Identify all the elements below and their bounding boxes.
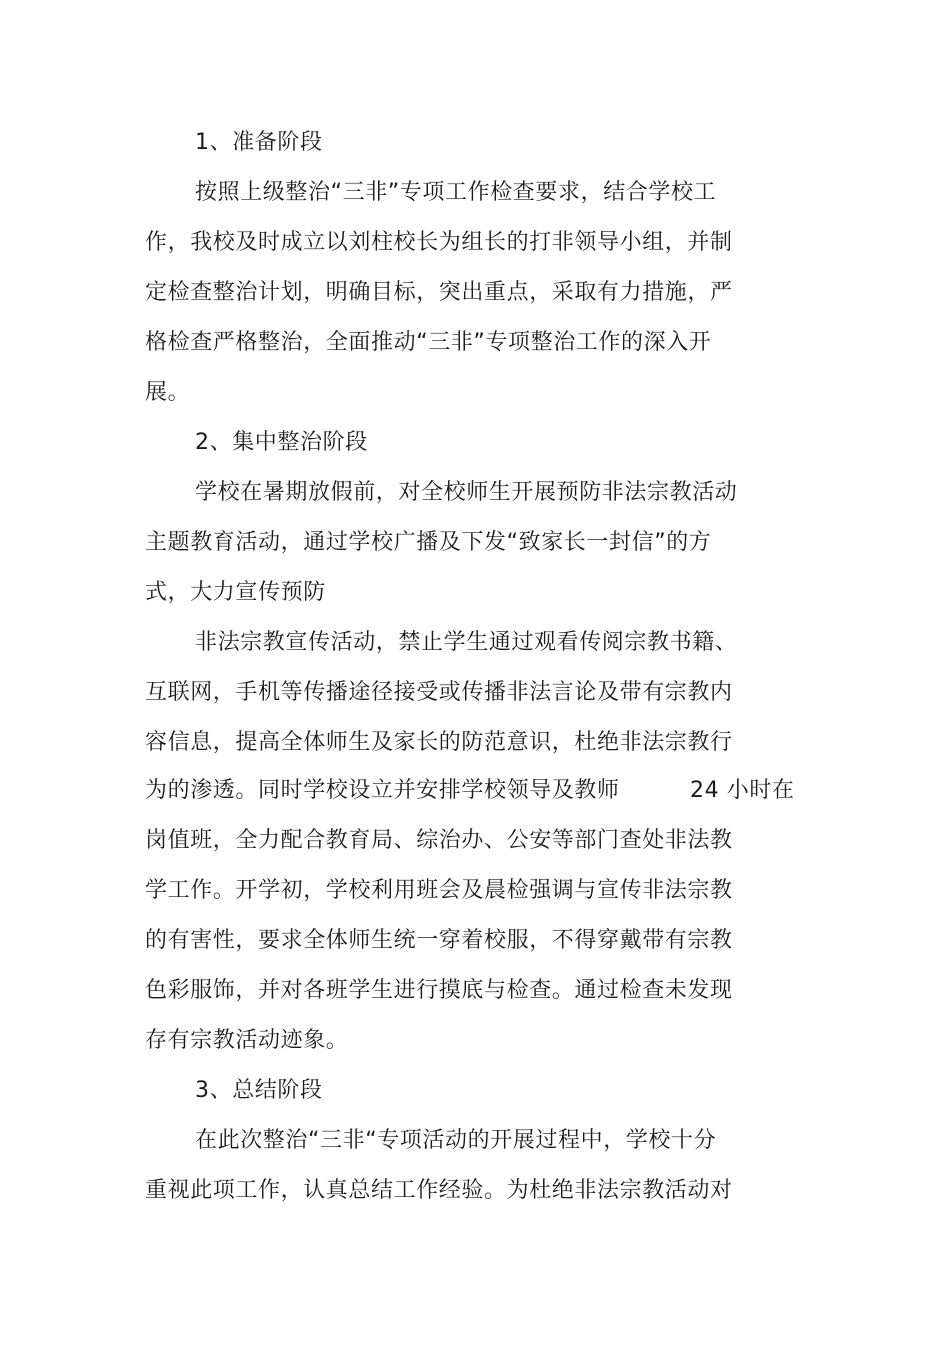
paragraph-line: 学校在暑期放假前，对全校师生开展预防非法宗教活动 [195,480,738,505]
heading-focused-rectification-stage: 2、集中整治阶段 [195,430,368,455]
paragraph-line: 学工作。开学初，学校利用班会及晨检强调与宣传非法宗教 [145,878,733,903]
paragraph-line: 为的渗透。同时学校设立并安排学校领导及教师 [145,778,620,803]
paragraph-line: 互联网，手机等传播途径接受或传播非法言论及带有宗教内 [145,680,733,705]
paragraph-line: 岗值班，全力配合教育局、综治办、公安等部门查处非法教 [145,828,733,853]
paragraph-line: 的有害性，要求全体师生统一穿着校服，不得穿戴带有宗教 [145,928,733,953]
paragraph-line: 作，我校及时成立以刘柱校长为组长的打非领导小组，并制 [145,230,733,255]
paragraph-line: 容信息，提高全体师生及家长的防范意识，杜绝非法宗教行 [145,730,733,755]
paragraph-line: 主题教育活动，通过学校广播及下发“致家长一封信”的方 [145,530,712,555]
paragraph-line: 定检查整治计划，明确目标，突出重点，采取有力措施，严 [145,280,733,305]
paragraph-line: 重视此项工作，认真总结工作经验。为杜绝非法宗教活动对 [145,1178,733,1203]
paragraph-line: 色彩服饰，并对各班学生进行摸底与检查。通过检查未发现 [145,978,733,1003]
paragraph-line: 非法宗教宣传活动，禁止学生通过观看传阅宗教书籍、 [195,630,738,655]
paragraph-line: 格检查严格整治，全面推动“三非”专项整治工作的深入开 [145,330,712,355]
paragraph-line: 按照上级整治“三非”专项工作检查要求，结合学校工 [195,180,717,205]
paragraph-line: 存有宗教活动迹象。 [145,1028,349,1053]
paragraph-line: 展。 [145,380,191,405]
heading-preparation-stage: 1、准备阶段 [195,130,323,155]
paragraph-line: 在此次整治“三非“专项活动的开展过程中，学校十分 [195,1128,717,1153]
paragraph-line: 式，大力宣传预防 [145,580,326,605]
paragraph-line-tail: 24 小时在 [690,778,795,803]
heading-summary-stage: 3、总结阶段 [195,1078,323,1103]
